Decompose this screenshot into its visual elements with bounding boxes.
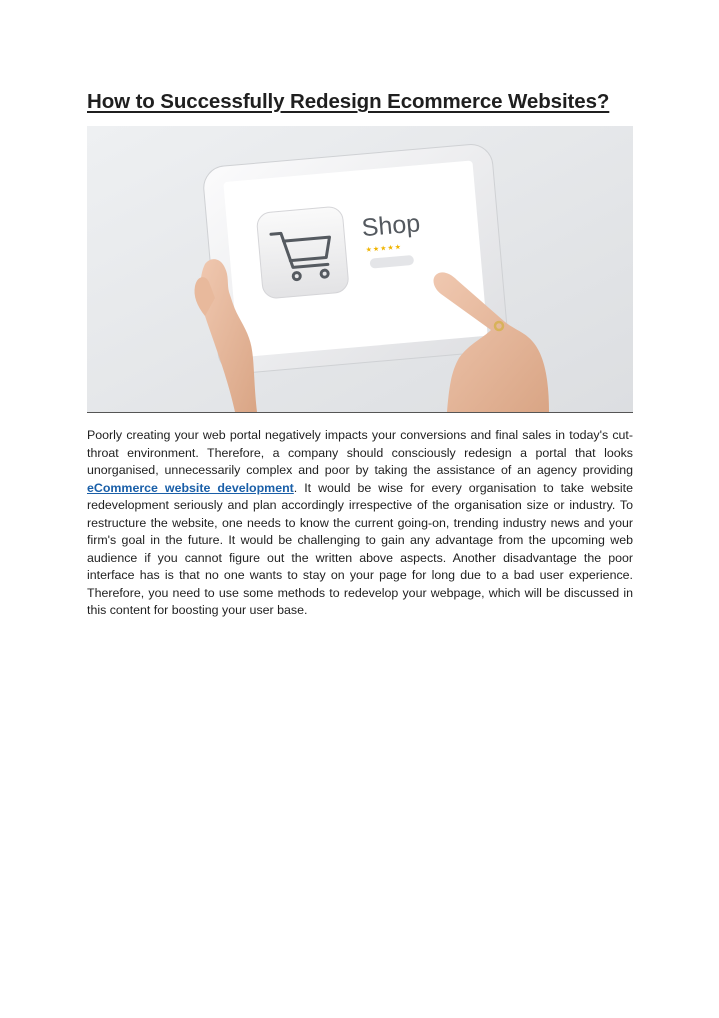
article-intro <box>87 427 633 620</box>
article-title: How to Successfully Redesign Ecommerce Websites? <box>87 90 610 113</box>
intro-after-link: . It would be wise for every organisation to take website redevelopment seriously and plan accordingly irrespective of the organisation size or industry. To restructure the website, one needs to know the current going-on, trending industry news and your firm's goal in the future. It would be challenging to gain any advantage from the upcoming web audience if you cannot figure out the written above aspects. Another disadvantage the poor interface has is that no one wants to stay on your page for long due to a bad user experience. Therefore, you need to use some methods to redevelop your webpage, which will be discussed in this content for boosting your user base. <box>87 480 633 618</box>
shop-app-icon <box>256 206 349 299</box>
ecommerce-development-link[interactable]: eCommerce website development <box>87 480 294 495</box>
intro-before-link: Poorly creating your web portal negatively impacts your conversions and final sales in today's cut-throat environment. Therefore, a company should consciously redesign a portal that looks unorganised, unnecessarily complex and poor by taking the assistance of an agency providing <box>87 428 633 478</box>
screen-shop-label: Shop <box>360 209 422 243</box>
rating-stars: ★★★★★ <box>365 242 403 254</box>
hero-image <box>87 126 633 413</box>
